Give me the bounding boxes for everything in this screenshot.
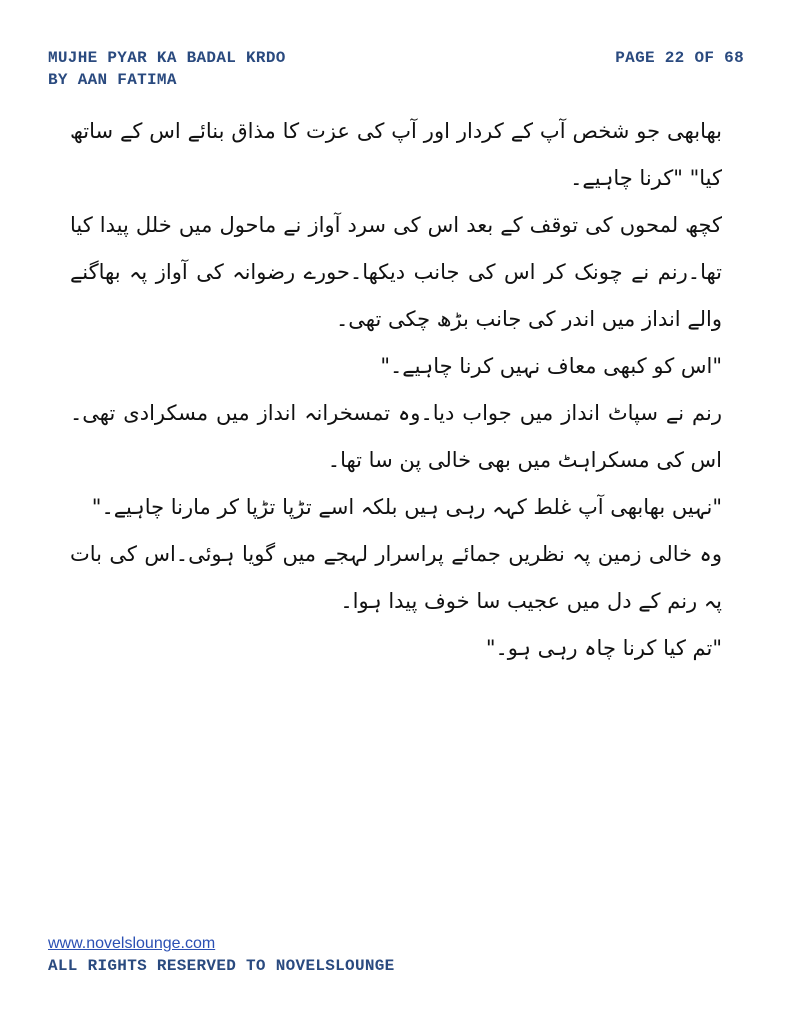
paragraph: "نہیں بھابھی آپ غلط کہہ رہی ہیں بلکہ اسے تڑپا تڑپا کر مارنا چاہیے۔" [91,495,722,519]
paragraph: رنم نے سپاٹ انداز میں جواب دیا۔وہ تمسخرانہ انداز میں مسکرادی تھی۔اس کی مسکراہٹ میں بھی خالی پن سا تھا۔ [70,401,722,472]
page-number: PAGE 22 OF 68 [615,49,744,67]
footer [48,933,395,977]
page-body [70,108,722,672]
website-link[interactable]: www.novelslounge.com [48,935,216,952]
paragraph: وہ خالی زمین پہ نظریں جمائے پراسرار لہجے میں گویا ہوئی۔اس کی بات پہ رنم کے دل میں عجیب سا خوف پیدا ہوا۔ [70,542,722,613]
paragraph: "اس کو کبھی معاف نہیں کرنا چاہیے۔" [380,354,722,378]
novel-title: MUJHE PYAR KA BADAL KRDO [48,49,286,67]
rights-notice: ALL RIGHTS RESERVED TO NOVELSLOUNGE [48,957,395,975]
paragraph: بھابھی جو شخص آپ کے کردار اور آپ کی عزت کا مذاق بنائے اس کے ساتھ کیا" "کرنا چاہیے۔ [70,119,722,190]
header-left [48,47,286,91]
author-name: BY AAN FATIMA [48,71,177,89]
paragraph: کچھ لمحوں کی توقف کے بعد اس کی سرد آواز نے ماحول میں خلل پیدا کیا تھا۔رنم نے چونک کر اس کی جانب دیکھا۔حورے رضوانہ کی آواز پہ بھاگنے والے انداز میں اندر کی جانب بڑھ چکی تھی۔ [70,213,722,331]
paragraph: "تم کیا کرنا چاہ رہی ہو۔" [485,636,722,660]
